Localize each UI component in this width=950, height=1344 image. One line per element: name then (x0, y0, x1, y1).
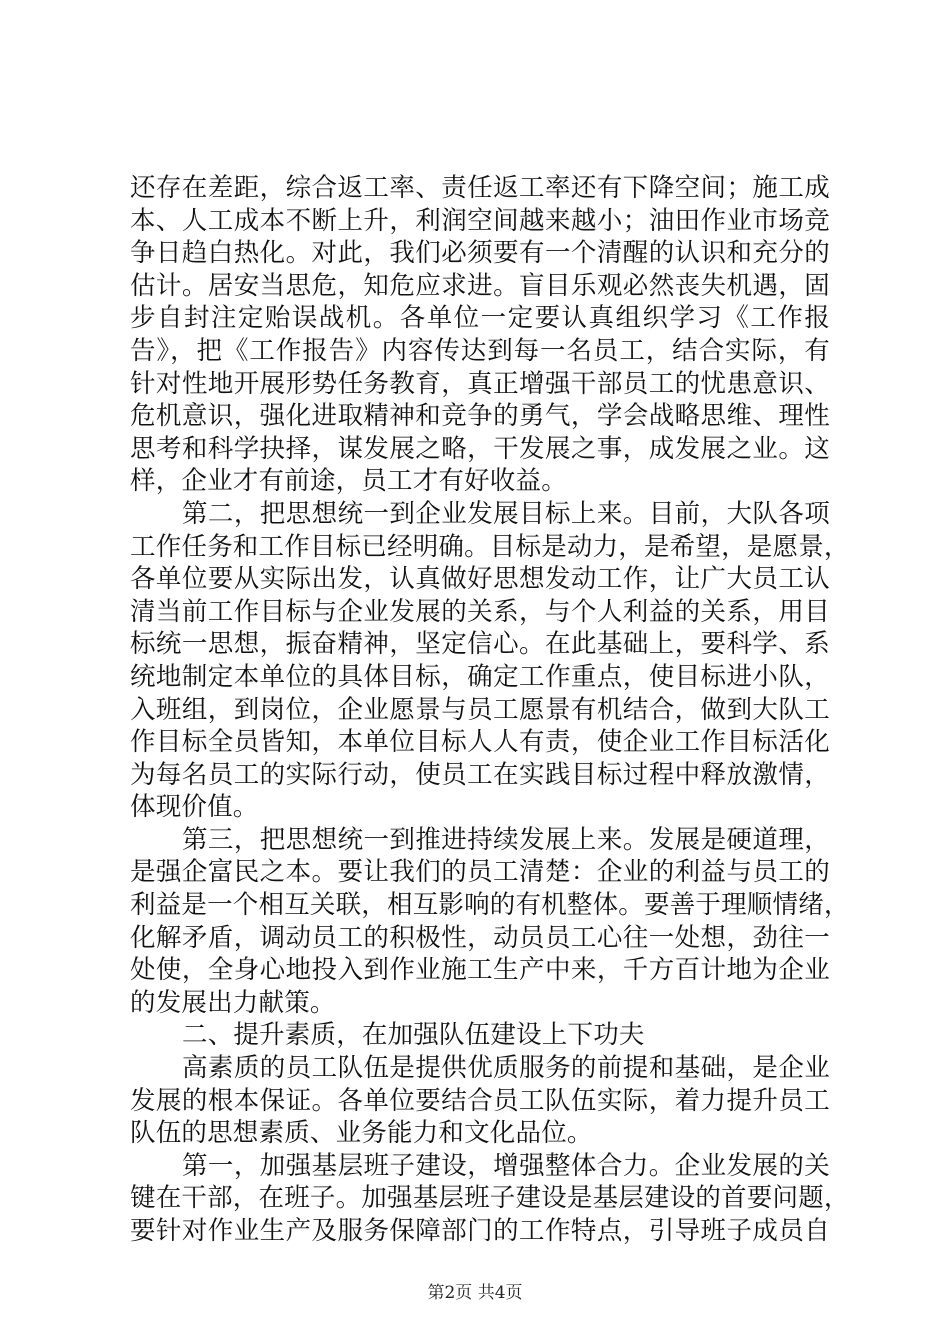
text-line: 样，企业才有前途，员工才有好收益。 (130, 466, 567, 497)
text-line: 的发展出力献策。 (130, 987, 336, 1018)
text-line: 针对性地开展形势任务教育，真正增强干部员工的忧患意识、 (130, 368, 830, 399)
section-heading: 二、提升素质，在加强队伍建设上下功夫 (182, 1020, 645, 1051)
text-line: 统地制定本单位的具体目标，确定工作重点，使目标进小队， (130, 661, 830, 692)
text-line: 处使，全身心地投入到作业施工生产中来，千方百计地为企业 (130, 955, 830, 986)
text-line: 化解矛盾，调动员工的积极性，动员员工心往一处想，劲往一 (130, 922, 830, 953)
text-line: 体现价值。 (130, 792, 259, 823)
text-line: 发展的根本保证。各单位要结合员工队伍实际，着力提升员工 (130, 1085, 830, 1116)
paragraph-start-line: 第二，把思想统一到企业发展目标上来。目前，大队各项 (182, 498, 830, 529)
document-body (130, 172, 850, 1248)
text-line: 本、人工成本不断上升，利润空间越来越小；油田作业市场竞 (130, 205, 830, 236)
text-line: 工作任务和工作目标已经明确。目标是动力，是希望，是愿景， (130, 531, 850, 562)
text-line: 争日趋白热化。对此，我们必须要有一个清醒的认识和充分的 (130, 238, 830, 269)
text-line: 告》，把《工作报告》内容传达到每一名员工，结合实际，有 (130, 335, 830, 366)
text-line: 各单位要从实际出发，认真做好思想发动工作，让广大员工认 (130, 564, 830, 595)
text-line: 键在干部，在班子。加强基层班子建设是基层建设的首要问题， (130, 1183, 850, 1214)
text-line: 利益是一个相互关联，相互影响的有机整体。要善于理顺情绪， (130, 890, 850, 921)
text-line: 思考和科学抉择，谋发展之略，干发展之事，成发展之业。这 (130, 433, 830, 464)
text-line: 清当前工作目标与企业发展的关系，与个人利益的关系，用目 (130, 596, 830, 627)
paragraph-start-line: 高素质的员工队伍是提供优质服务的前提和基础，是企业 (182, 1053, 830, 1084)
text-line: 危机意识，强化进取精神和竞争的勇气，学会战略思维、理性 (130, 401, 830, 432)
text-line: 估计。居安当思危，知危应求进。盲目乐观必然丧失机遇，固 (130, 270, 830, 301)
text-line: 队伍的思想素质、业务能力和文化品位。 (130, 1118, 593, 1149)
text-line: 是强企富民之本。要让我们的员工清楚：企业的利益与员工的 (130, 857, 830, 888)
paragraph-start-line: 第三，把思想统一到推进持续发展上来。发展是硬道理， (182, 824, 830, 855)
text-line: 要针对作业生产及服务保障部门的工作特点，引导班子成员自 (130, 1216, 830, 1246)
text-line: 为每名员工的实际行动，使员工在实践目标过程中释放激情， (130, 759, 830, 790)
text-line: 步自封注定贻误战机。各单位一定要认真组织学习《工作报 (130, 303, 830, 334)
text-line: 还存在差距，综合返工率、责任返工率还有下降空间；施工成 (130, 173, 830, 203)
text-line: 作目标全员皆知，本单位目标人人有责，使企业工作目标活化 (130, 727, 830, 758)
page-number-footer: 第2页 共4页 (427, 1283, 523, 1303)
text-line: 标统一思想，振奋精神，坚定信心。在此基础上，要科学、系 (130, 629, 830, 660)
text-line: 入班组，到岗位，企业愿景与员工愿景有机结合，做到大队工 (130, 694, 830, 725)
paragraph-start-line: 第一，加强基层班子建设，增强整体合力。企业发展的关 (182, 1150, 830, 1181)
